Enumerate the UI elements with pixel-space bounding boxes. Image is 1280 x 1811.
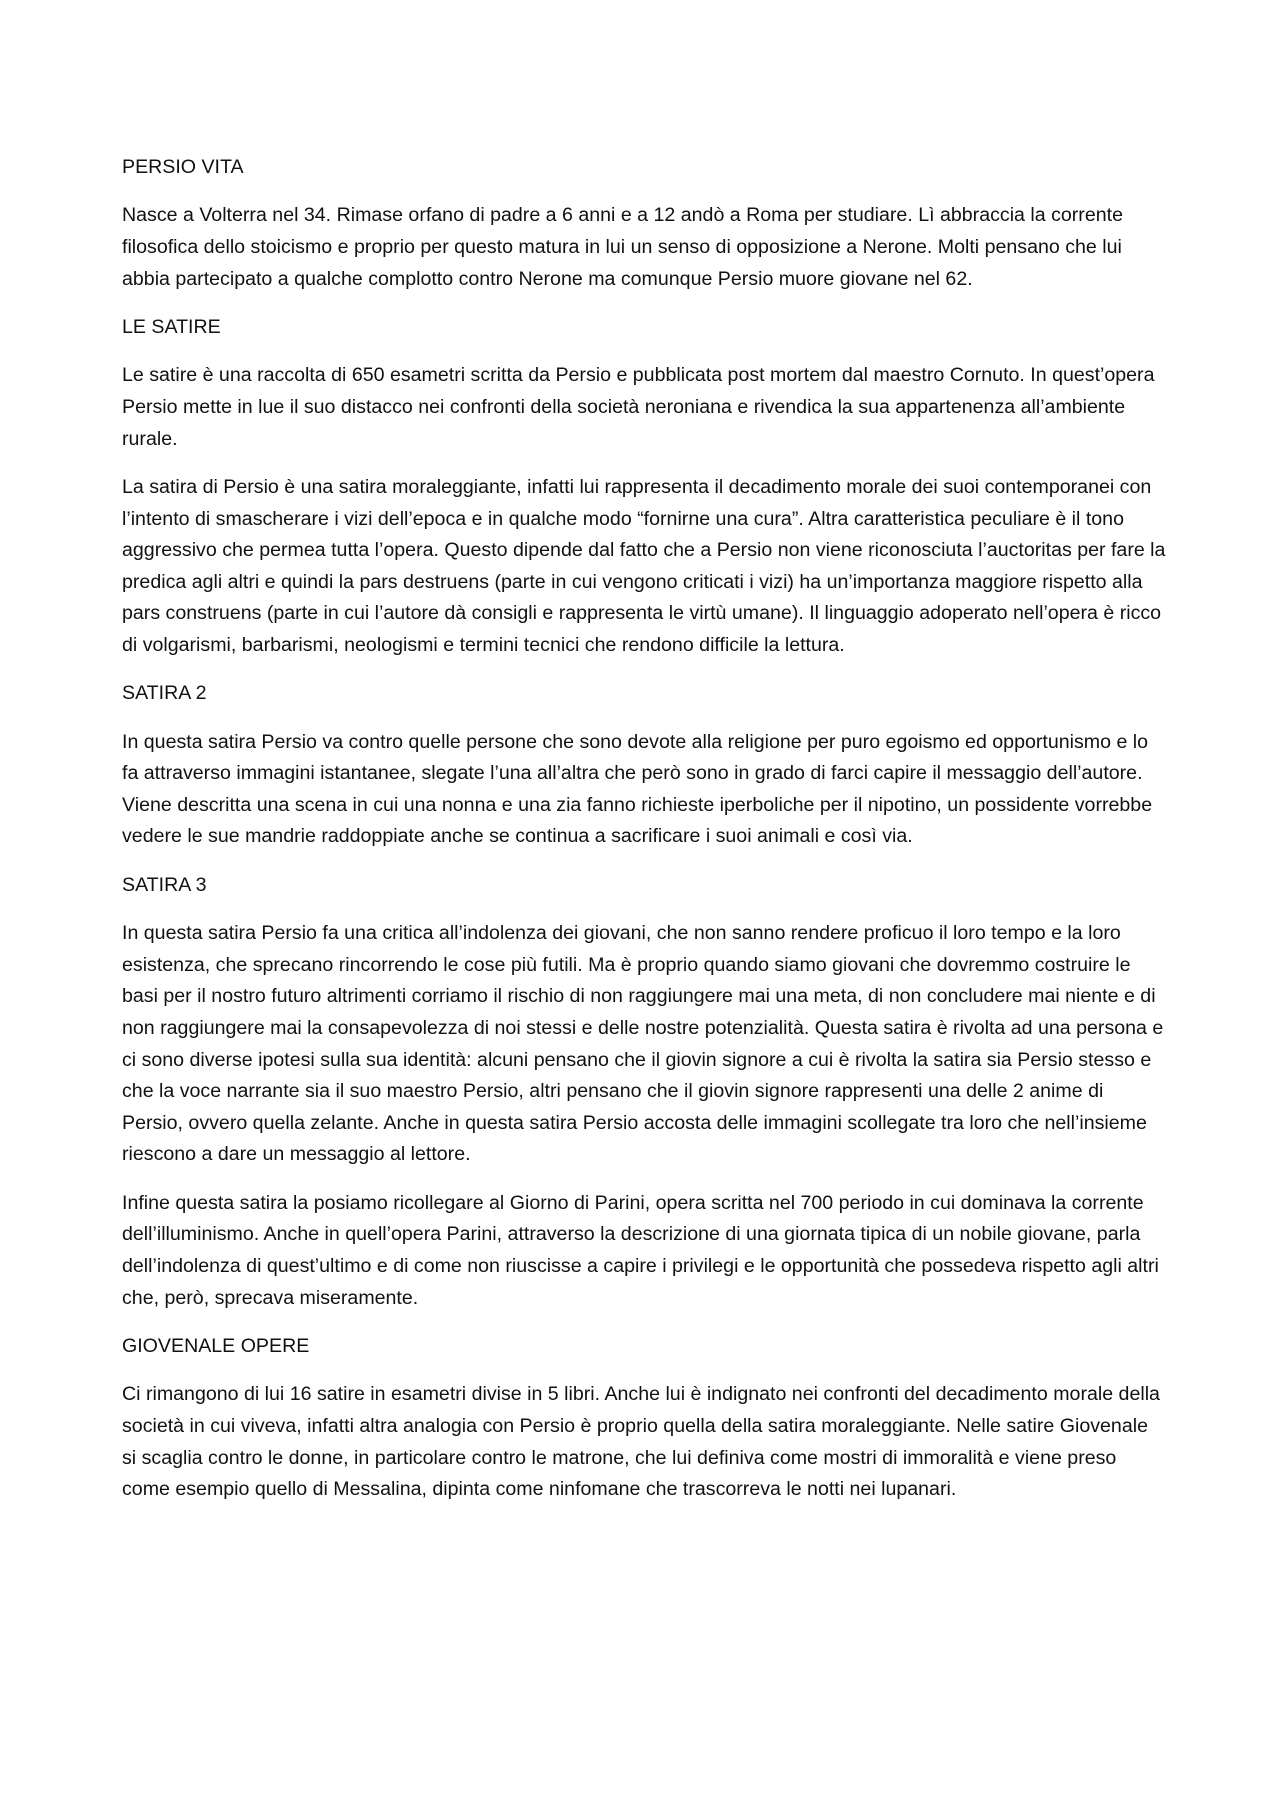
section-heading-le-satire: LE SATIRE	[122, 315, 221, 338]
paragraph-le-satire-1: Le satire è una raccolta di 650 esametri scritta da Persio e pubblicata post mortem dal maestro Cornuto. In quest’opera Persio mette in lue il suo distacco nei confronti della società neroniana e rivendica la sua appartenenza all’ambiente rurale.	[122, 364, 1155, 450]
paragraph-satira-3-2: Infine questa satira la posiamo ricollegare al Giorno di Parini, opera scritta nel 700 periodo in cui dominava la corrente dell’illuminismo. Anche in quell’opera Parini, attraverso la descrizione di una giornata tipica di un nobile giovane, parla dell’indolenza di quest’ultimo e di come non riuscisse a capire i privilegi e le opportunità che possedeva rispetto agli altri che, però, sprecava miseramente.	[122, 1191, 1159, 1309]
paragraph-satira-2: In questa satira Persio va contro quelle persone che sono devote alla religione per puro egoismo ed opportunismo e lo fa attraverso immagini istantanee, slegate l’una all’altra che però sono in grado di farci capire il messaggio dell’autore. Viene descritta una scena in cui una nonna e una zia fanno richieste iperboliche per il nipotino, un possidente vorrebbe vedere le sue mandrie raddoppiate anche se continua a sacrificare i suoi animali e così via.	[122, 730, 1153, 848]
section-heading-persio-vita: PERSIO VITA	[122, 156, 244, 178]
section-heading-giovenale-opere: GIOVENALE OPERE	[122, 1334, 310, 1357]
paragraph-persio-vita: Nasce a Volterra nel 34. Rimase orfano di padre a 6 anni e a 12 andò a Roma per studiare. Lì abbraccia la corrente filosofica dello stoicismo e proprio per questo matura in lui un senso di opposizione a Nerone. Molti pensano che lui abbia partecipato a qualche complotto contro Nerone ma comunque Persio muore giovane nel 62.	[122, 204, 1123, 290]
document-page	[122, 152, 1167, 1523]
section-heading-satira-3: SATIRA 3	[122, 873, 207, 896]
paragraph-satira-3-1: In questa satira Persio fa una critica all’indolenza dei giovani, che non sanno rendere proficuo il loro tempo e la loro esistenza, che sprecano rincorrendo le cose più futili. Ma è proprio quando siamo giovani che dovremmo costruire le basi per il nostro futuro altrimenti corriamo il rischio di non raggiungere mai una meta, di non concludere mai niente e di non raggiungere mai la consapevolezza di noi stessi e delle nostre potenzialità. Questa satira è rivolta ad una persona e ci sono diverse ipotesi sulla sua identità: alcuni pensano che il giovin signore a cui è rivolta la satira sia Persio stesso e che la voce narrante sia il suo maestro Persio, altri pensano che il giovin signore rappresenti una delle 2 anime di Persio, ovvero quella zelante. Anche in questa satira Persio accosta delle immagini scollegate tra loro che nell’insieme riescono a dare un messaggio al lettore.	[122, 922, 1164, 1166]
paragraph-giovenale-opere: Ci rimangono di lui 16 satire in esametri divise in 5 libri. Anche lui è indignato nei confronti del decadimento morale della società in cui viveva, infatti altra analogia con Persio è proprio quella della satira moraleggiante. Nelle satire Giovenale si scaglia contro le donne, in particolare contro le matrone, che lui definiva come mostri di immoralità e viene preso come esempio quello di Messalina, dipinta come ninfomane che trascorreva le notti nei lupanari.	[122, 1383, 1160, 1501]
section-heading-satira-2: SATIRA 2	[122, 682, 207, 705]
paragraph-le-satire-2: La satira di Persio è una satira moraleggiante, infatti lui rappresenta il decadimento morale dei suoi contemporanei con l’intento di smascherare i vizi dell’epoca e in qualche modo “fornirne una cura”. Altra caratteristica peculiare è il tono aggressivo che permea tutta l’opera. Questo dipende dal fatto che a Persio non viene riconosciuta l’auctoritas per fare la predica agli altri e quindi la pars destruens (parte in cui vengono criticati i vizi) ha un’importanza maggiore rispetto alla pars construens (parte in cui l’autore dà consigli e rappresenta le virtù umane). Il linguaggio adoperato nell’opera è ricco di volgarismi, barbarismi, neologismi e termini tecnici che rendono difficile la lettura.	[122, 475, 1166, 656]
